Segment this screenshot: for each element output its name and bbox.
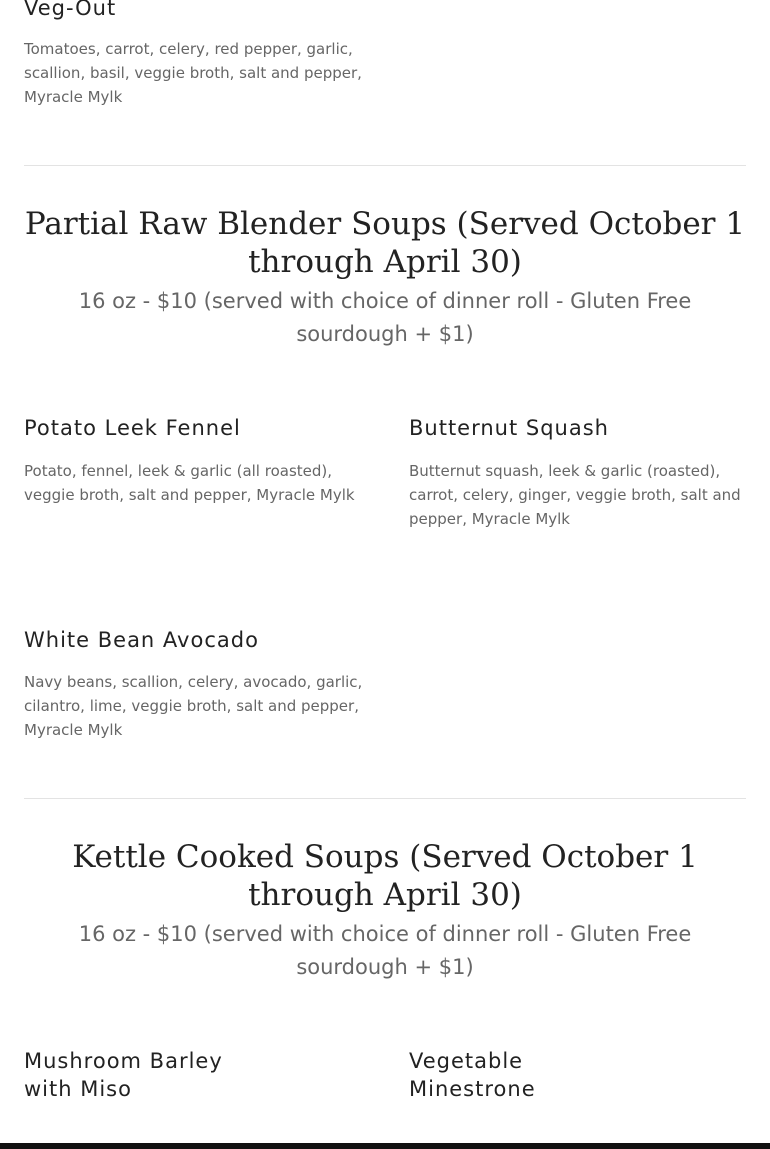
section-title: Partial Raw Blender Soups (Served October 1 through April 30) xyxy=(24,206,746,280)
section-price-note: 16 oz - $10 (served with choice of dinner roll - Gluten Free sourdough + $1) xyxy=(78,922,692,979)
footer-bar xyxy=(0,1143,770,1149)
menu-item-description: Potato, fennel, leek & garlic (all roasted), veggie broth, salt and pepper, Myracle Mylk xyxy=(24,462,355,504)
menu-item-title: Vegetable Minestrone xyxy=(409,1049,536,1101)
menu-item-description: Tomatoes, carrot, celery, red pepper, garlic, scallion, basil, veggie broth, salt and pepper, Myracle Mylk xyxy=(24,40,362,106)
section-divider xyxy=(24,165,746,166)
menu-item-title: Potato Leek Fennel xyxy=(24,416,241,440)
menu-item-title: White Bean Avocado xyxy=(24,628,259,652)
menu-item-title: Butternut Squash xyxy=(409,416,609,440)
section-title: Kettle Cooked Soups (Served October 1 through April 30) xyxy=(72,839,698,913)
section-divider xyxy=(24,798,746,799)
menu-item-description: Butternut squash, leek & garlic (roasted), carrot, celery, ginger, veggie broth, salt and pepper, Myracle Mylk xyxy=(409,462,741,528)
section-price-note: 16 oz - $10 (served with choice of dinner roll - Gluten Free sourdough + $1) xyxy=(78,289,692,346)
menu-item-title: Mushroom Barley with Miso xyxy=(24,1049,223,1101)
menu-item-title: Veg-Out xyxy=(24,0,117,20)
menu-item-description: Navy beans, scallion, celery, avocado, garlic, cilantro, lime, veggie broth, salt and pepper, Myracle Mylk xyxy=(24,673,363,739)
